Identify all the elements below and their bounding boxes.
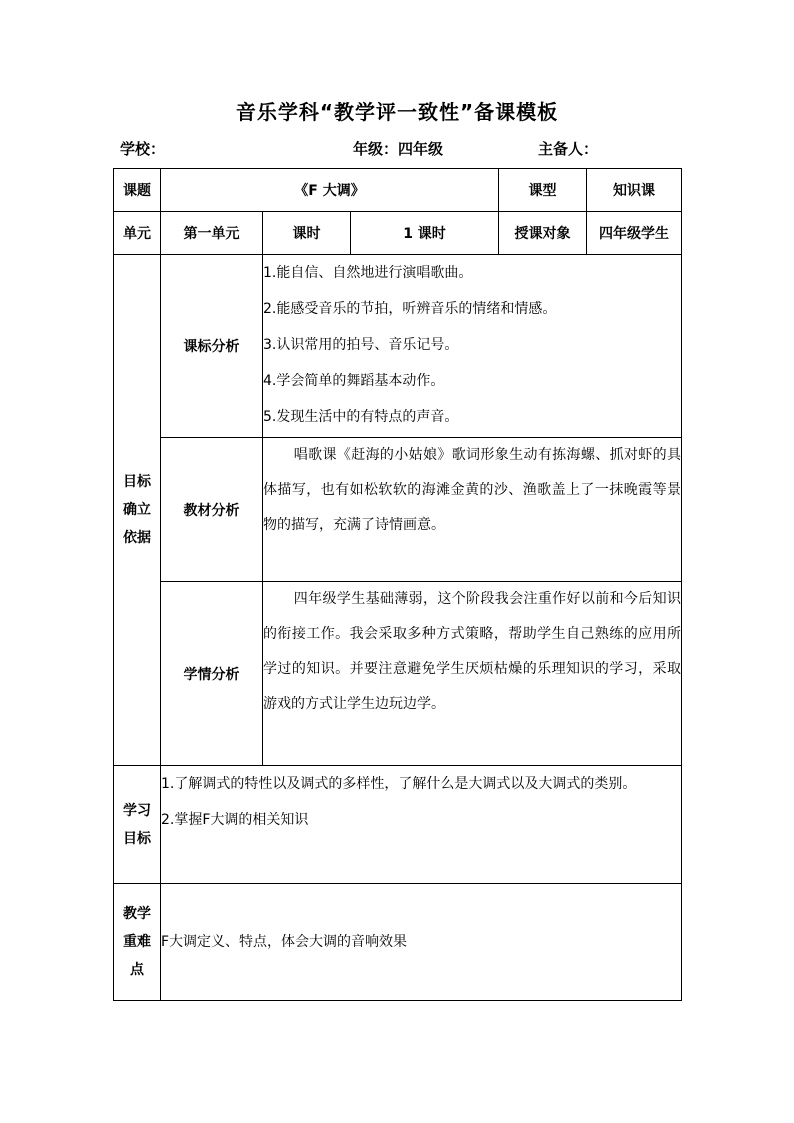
curriculum-row xyxy=(114,255,682,438)
unit-label: 单元 xyxy=(114,212,161,255)
learner-row xyxy=(114,582,682,766)
audience-label: 授课对象 xyxy=(499,212,587,255)
key-points-row xyxy=(114,884,682,1001)
material-content: 唱歌课《赶海的小姑娘》歌词形象生动有拣海螺、抓对虾的具体描写，也有如松软软的海滩金黄的沙、渔歌盖上了一抹晚霞等景物的描写，充满了诗情画意。 xyxy=(263,438,682,582)
key-points-content: F大调定义、特点，体会大调的音响效果 xyxy=(161,884,682,1001)
type-label: 课型 xyxy=(499,169,587,212)
goal-basis-line: 目标 xyxy=(123,474,151,490)
learning-goal-label xyxy=(114,766,161,884)
key-points-line: 教学 xyxy=(123,906,151,922)
material-row xyxy=(114,438,682,582)
period-label: 课时 xyxy=(263,212,351,255)
learning-goal-content xyxy=(161,766,682,884)
list-item: 1.了解调式的特性以及调式的多样性，了解什么是大调式以及大调式的类别。 xyxy=(161,776,637,792)
list-item: 3.认识常用的拍号、音乐记号。 xyxy=(263,337,459,353)
list-item: 1.能自信、自然地进行演唱歌曲。 xyxy=(263,265,473,281)
key-points-line: 重难 xyxy=(123,934,151,950)
list-item: 4.学会简单的舞蹈基本动作。 xyxy=(263,373,445,389)
page-title: 音乐学科“教学评一致性”备课模板 xyxy=(235,100,559,124)
learner-label: 学情分析 xyxy=(161,582,263,766)
curriculum-label: 课标分析 xyxy=(161,255,263,438)
topic-value: 《F 大调》 xyxy=(161,169,499,212)
goal-basis-label xyxy=(114,255,161,766)
school-label: 学校： xyxy=(120,140,166,158)
period-value: 1 课时 xyxy=(351,212,499,255)
topic-row xyxy=(114,169,682,212)
goal-basis-line: 确立 xyxy=(123,502,151,518)
topic-label: 课题 xyxy=(114,169,161,212)
goal-basis-line: 依据 xyxy=(123,530,151,546)
unit-value: 第一单元 xyxy=(161,212,263,255)
preparer-label: 主备人： xyxy=(538,140,599,158)
lesson-plan-table xyxy=(113,168,682,1001)
list-item: 5.发现生活中的有特点的声音。 xyxy=(263,409,459,425)
learning-goal-row xyxy=(114,766,682,884)
type-value: 知识课 xyxy=(587,169,682,212)
audience-value: 四年级学生 xyxy=(587,212,682,255)
learning-goal-line: 目标 xyxy=(123,830,151,847)
list-item: 2.能感受音乐的节拍，听辨音乐的情绪和情感。 xyxy=(263,301,557,317)
learning-goal-line: 学习 xyxy=(123,802,151,819)
material-label: 教材分析 xyxy=(161,438,263,582)
key-points-label xyxy=(114,884,161,1001)
key-points-line: 点 xyxy=(130,962,144,978)
list-item: 2.掌握F大调的相关知识 xyxy=(161,812,309,828)
curriculum-content xyxy=(263,255,682,438)
unit-row xyxy=(114,212,682,255)
grade-label: 年级：四年级 xyxy=(353,140,444,158)
learner-content: 四年级学生基础薄弱，这个阶段我会注重作好以前和今后知识的衔接工作。我会采取多种方式策略，帮助学生自己熟练的应用所学过的知识。并要注意避免学生厌烦枯燥的乐理知识的学习，采取游戏的方式让学生边玩边学。 xyxy=(263,582,682,766)
